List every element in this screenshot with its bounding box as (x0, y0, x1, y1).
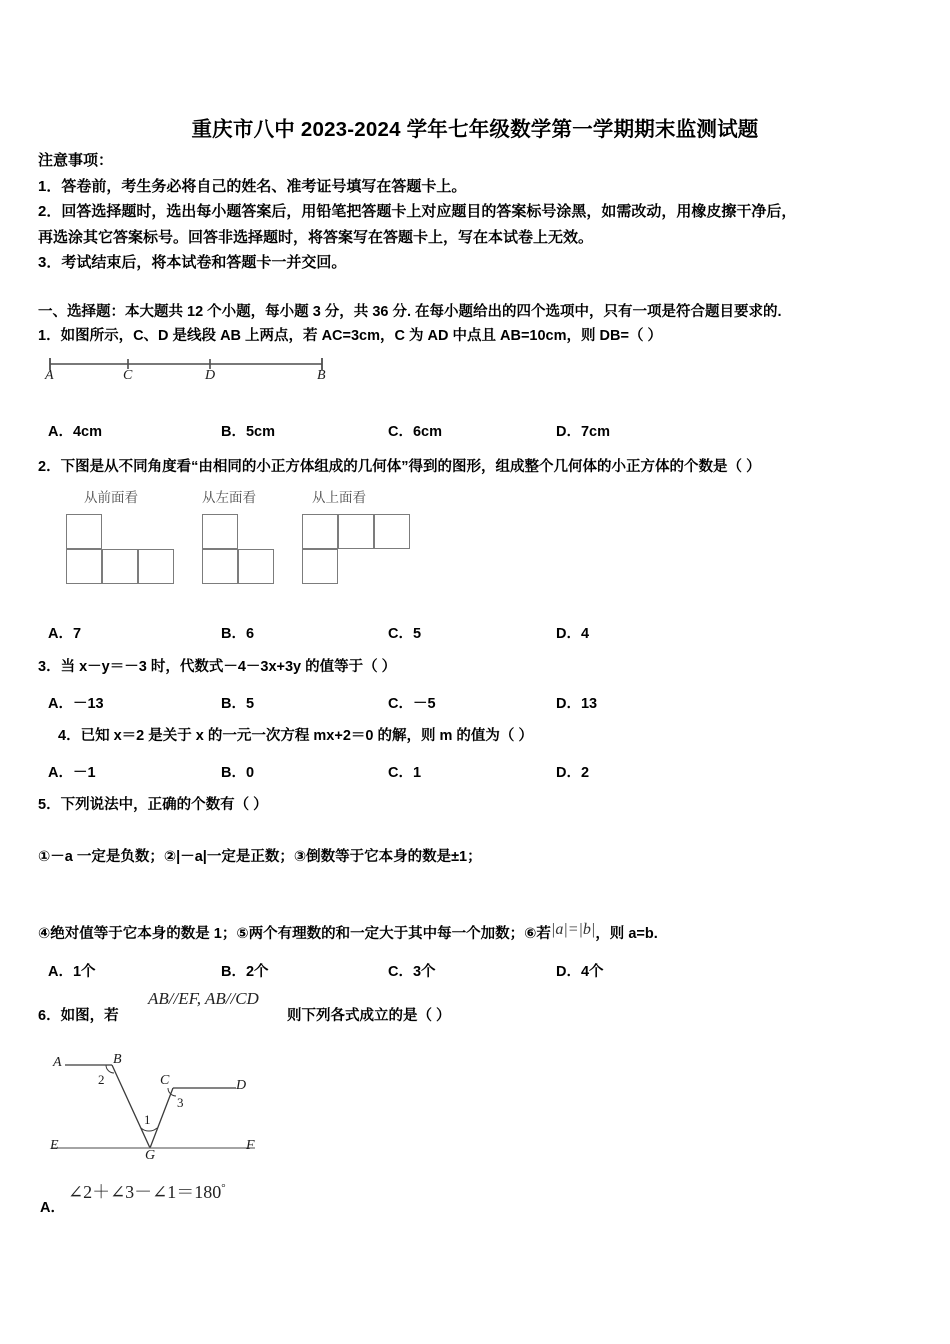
page-title: 重庆市八中 2023-2024 学年七年级数学第一学期期末监测试题 (191, 118, 759, 141)
top-view-cell-r1c0 (302, 549, 338, 584)
view-label-front: 从前面看 (84, 490, 138, 505)
question-5-option-d[interactable]: D．4个 (556, 964, 604, 980)
question-4-stem: 4．已知 x＝2 是关于 x 的一元一次方程 mx+2＝0 的解，则 m 的值为（ ） (58, 728, 533, 744)
question-1-option-d[interactable]: D．7cm (556, 424, 610, 440)
question-5-statements-line-2-pre: ④绝对值等于它本身的数是 1；⑤两个有理数的和一定大于其中每一个加数；⑥若 (38, 926, 551, 942)
segment-point-a: A (45, 368, 54, 383)
top-view-cell-r0c0 (302, 514, 338, 549)
question-5-statements-line-2-post: ，则 a=b. (595, 926, 658, 942)
question-2-figure (62, 486, 412, 598)
geometry-label-e: E (50, 1138, 59, 1153)
front-view-cell-r1c0 (66, 549, 102, 584)
geometry-label-d: D (236, 1078, 247, 1093)
segment-point-d: D (205, 368, 216, 383)
left-view-cell-r1c1 (238, 549, 274, 584)
geometry-angle-2: 2 (98, 1072, 105, 1087)
question-6-stem-pre: 6．如图，若 (38, 1008, 119, 1024)
degree-symbol: ° (221, 1182, 226, 1194)
notice-block (38, 148, 918, 276)
question-6-option-a-expression: ∠2＋∠3－∠1＝180 (68, 1182, 222, 1202)
question-4-option-a[interactable]: A．－1 (48, 765, 96, 781)
left-view-cell-r1c0 (202, 549, 238, 584)
question-5-statements-line-1: ①－a 一定是负数；②|－a|一定是正数；③倒数等于它本身的数是±1； (38, 849, 482, 865)
notice-line-4: 3．考试结束后，将本试卷和答题卡一并交回。 (38, 254, 347, 271)
segment-point-b: B (317, 368, 326, 383)
notice-line-2: 2．回答选择题时，选出每小题答案后，用铅笔把答题卡上对应题目的答案标号涂黑，如需改动，用橡皮擦干净后， (38, 203, 797, 220)
question-2-option-a[interactable]: A．7 (48, 626, 82, 642)
question-6-option-a-label[interactable]: A． (40, 1200, 65, 1216)
question-5-statements-line-2 (38, 918, 658, 946)
question-5-option-c[interactable]: C．3个 (388, 964, 436, 980)
segment-diagram-svg (40, 352, 340, 392)
top-view-cell-r0c1 (338, 514, 374, 549)
question-3-option-d[interactable]: D．13 (556, 696, 598, 712)
question-1-option-c[interactable]: C．6cm (388, 424, 442, 440)
geometry-label-c: C (160, 1073, 170, 1088)
view-label-left: 从左面看 (202, 490, 256, 505)
question-6-option-a-formula[interactable] (68, 1178, 226, 1204)
question-2-option-b[interactable]: B．6 (221, 626, 255, 642)
question-6-figure (40, 1040, 310, 1170)
question-3-option-a[interactable]: A．－13 (48, 696, 104, 712)
geometry-diagram-svg (40, 1040, 310, 1170)
question-4-option-b[interactable]: B．0 (221, 765, 255, 781)
notice-heading: 注意事项： (38, 152, 114, 169)
question-2-option-c[interactable]: C．5 (388, 626, 422, 642)
question-4-option-c[interactable]: C．1 (388, 765, 422, 781)
notice-line-3: 再选涂其它答案标号。回答非选择题时，将答案写在答题卡上，写在本试卷上无效。 (38, 228, 594, 246)
question-3-stem: 3．当 x－y＝－3 时，代数式－4－3x+3y 的值等于（ ） (38, 659, 397, 675)
geometry-label-g: G (145, 1148, 156, 1163)
notice-line-1: 1．答卷前，考生务必将自己的姓名、准考证号填写在答题卡上。 (38, 177, 467, 195)
geometry-angle-1: 1 (144, 1112, 151, 1127)
question-6-stem-post: 则下列各式成立的是（ ） (287, 1008, 451, 1024)
question-5-stem: 5．下列说法中，正确的个数有（ ） (38, 797, 268, 813)
question-3-option-b[interactable]: B．5 (221, 696, 255, 712)
question-4-option-d[interactable]: D．2 (556, 765, 590, 781)
question-1-option-b[interactable]: B．5cm (221, 424, 275, 440)
segment-point-c: C (123, 368, 133, 383)
left-view-cell-r0c0 (202, 514, 238, 549)
question-2-stem: 2．下图是从不同角度看“由相同的小正方体组成的几何体”得到的图形，组成整个几何体的小正方体的个数是（ ） (38, 459, 761, 475)
question-5-option-a[interactable]: A．1个 (48, 964, 96, 980)
question-1-figure (40, 352, 340, 392)
question-2-option-d[interactable]: D．4 (556, 626, 590, 642)
front-view-cell-r1c2 (138, 549, 174, 584)
question-6-parallel-formula: AB//EF, AB//CD (148, 989, 259, 1008)
geometry-label-b: B (113, 1052, 122, 1067)
question-3-option-c[interactable]: C．－5 (388, 696, 436, 712)
top-view-cell-r0c2 (374, 514, 410, 549)
question-1-option-a[interactable]: A．4cm (48, 424, 102, 440)
front-view-cell-r1c1 (102, 549, 138, 584)
geometry-label-a: A (53, 1055, 62, 1070)
question-5-option-b[interactable]: B．2个 (221, 964, 269, 980)
view-label-top: 从上面看 (312, 490, 366, 505)
question-5-abs-formula: |a|=|b| (550, 921, 596, 938)
geometry-angle-3: 3 (177, 1095, 184, 1110)
geometry-label-f: F (246, 1138, 255, 1153)
question-1-stem: 1．如图所示，C、D 是线段 AB 上两点，若 AC=3cm，C 为 AD 中点且 AB=10cm，则 DB=（ ） (38, 328, 662, 344)
section-heading: 一、选择题：本大题共 12 个小题，每小题 3 分，共 36 分. 在每小题给出的四个选项中，只有一项是符合题目要求的. (38, 304, 782, 320)
front-view-cell-r0c0 (66, 514, 102, 549)
